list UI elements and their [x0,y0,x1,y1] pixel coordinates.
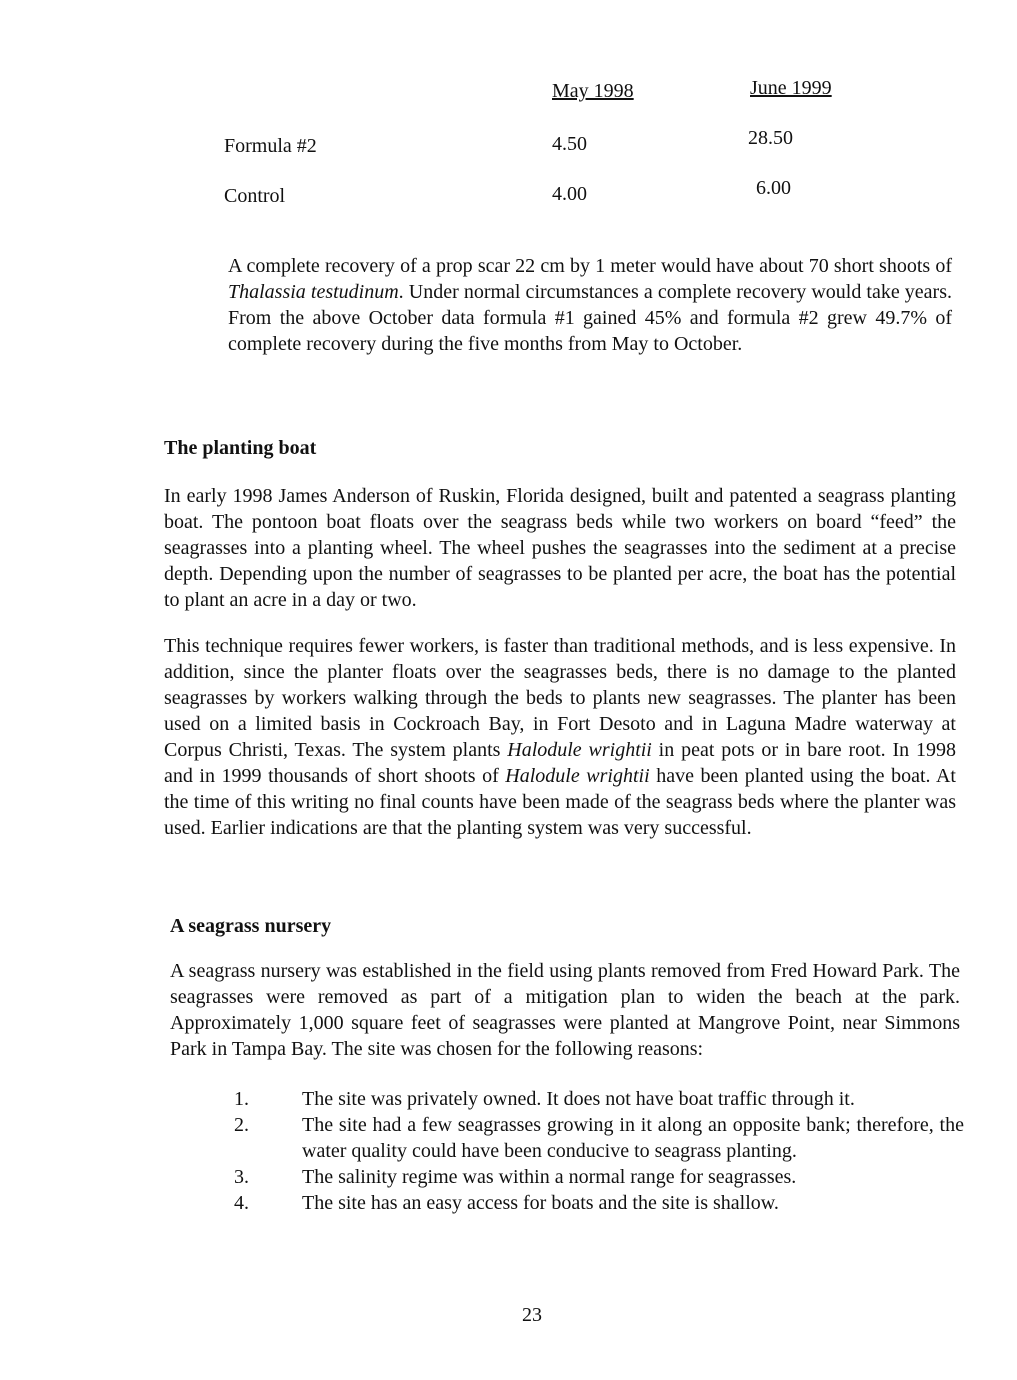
list-item: 4. The site has an easy access for boats and the site is shallow. [234,1192,779,1214]
section-heading-seagrass-nursery: A seagrass nursery [170,915,332,937]
section-heading-planting-boat: The planting boat [164,437,317,459]
list-item: 1. The site was privately owned. It does not have boat traffic through it. [234,1088,855,1110]
col-header-june-1999: June 1999 [750,77,832,99]
cell-control-june: 6.00 [756,177,791,199]
cell-formula-2-may: 4.50 [552,133,587,155]
cell-control-may: 4.00 [552,183,587,205]
reasons-list [234,1086,964,1216]
nursery-paragraph: A seagrass nursery was established in the field using plants removed from Fred Howard Park. The seagrasses were removed as part of a mitigation plan to widen the beach at the park. Approximately 1,000 square feet of seagrasses were planted at Mangrove Point, near Simmons Park in Tampa Bay. The site was chosen for the following reasons: [170,960,960,1060]
row-label-formula-2: Formula #2 [224,135,317,157]
list-item: 3. The salinity regime was within a normal range for seagrasses. [234,1166,797,1188]
cell-formula-2-june: 28.50 [748,127,793,149]
species-name: Thalassia testudinum [228,281,399,303]
intro-paragraph: A complete recovery of a prop scar 22 cm by 1 meter would have about 70 short shoots of Thalassia testudinum. Under normal circumstances a complete recovery would take years. From the above October data formula #1 gained 45% and formula #2 grew 49.7% of complete recovery during the five months from May to October. [228,255,952,355]
list-item: 2. The site had a few seagrasses growing in it along an opposite bank; therefore, the water quality could have been conducive to seagrass planting. [234,1114,964,1162]
planting-boat-paragraph-2: This technique requires fewer workers, is faster than traditional methods, and is less expensive. In addition, since the planter floats over the seagrasses beds, there is no damage to the planted seagrasses by workers walking through the beds to plants new seagrasses. The planter has been used on a limited basis in Cockroach Bay, in Fort Desoto and in Laguna Madre waterway at Corpus Christi, Texas. The system plants Halodule wrightii in peat pots or in bare root. In 1998 and in 1999 thousands of short shoots of Halodule wrightii have been planted using the boat. At the time of this writing no final counts have been made of the seagrass beds where the planter was used. Earlier indications are that the planting system was very successful. [164,635,956,839]
row-label-control: Control [224,185,286,207]
species-name: Halodule wrightii [507,739,652,761]
page-number: 23 [522,1304,542,1326]
col-header-may-1998: May 1998 [552,80,634,102]
species-name: Halodule wrightii [505,765,650,787]
planting-boat-paragraph-1: In early 1998 James Anderson of Ruskin, Florida designed, built and patented a seagrass planting boat. The pontoon boat floats over the seagrass beds while two workers on board “feed” the seagrasses into a planting wheel. The wheel pushes the seagrasses into the sediment at a precise depth. Depending upon the number of seagrasses to be planted per acre, the boat has the potential to plant an acre in a day or two. [164,485,956,611]
